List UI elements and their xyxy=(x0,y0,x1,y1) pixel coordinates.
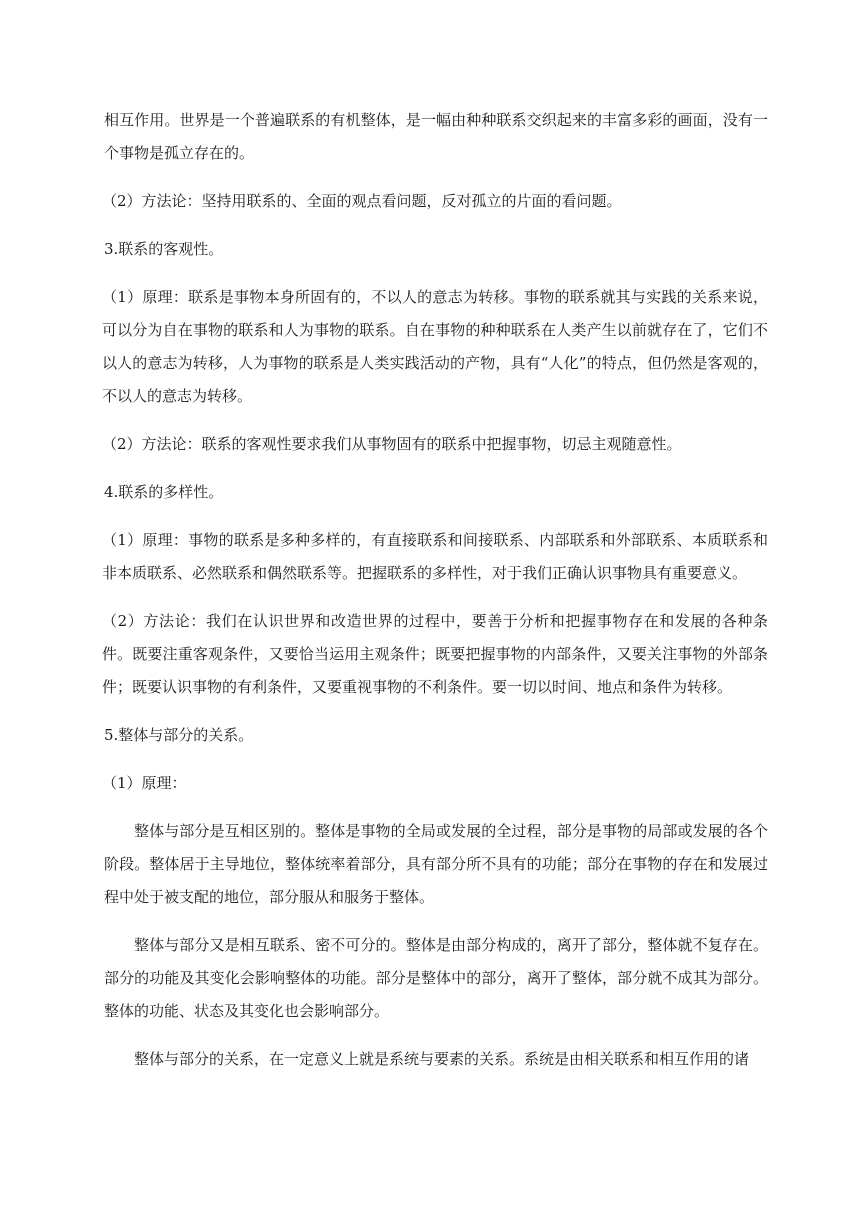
section-heading: 3.联系的客观性。 xyxy=(104,240,224,258)
body-paragraph: 相互作用。世界是一个普遍联系的有机整体，是一幅由种种联系交织起来的丰富多彩的画面，没有一个事物是孤立存在的。 xyxy=(104,111,768,162)
indented-paragraph: 整体与部分又是相互联系、密不可分的。整体是由部分构成的，离开了部分，整体就不复存在。部分的功能及其变化会影响整体的功能。部分是整体中的部分，离开了整体，部分就不成其为部分。整体的功能、状态及其变化也会影响部分。 xyxy=(104,936,768,1020)
indented-paragraph: 整体与部分是互相区别的。整体是事物的全局或发展的全过程，部分是事物的局部或发展的各个阶段。整体居于主导地位，整体统率着部分，具有部分所不具有的功能；部分在事物的存在和发展过程中处于被支配的地位，部分服从和服务于整体。 xyxy=(104,822,768,906)
indented-paragraph: 整体与部分的关系，在一定意义上就是系统与要素的关系。系统是由相关联系和相互作用的诸 xyxy=(134,1050,750,1068)
methodology-paragraph: （2）方法论：联系的客观性要求我们从事物固有的联系中把握事物，切忌主观随意性。 xyxy=(102,435,682,453)
methodology-paragraph: （2）方法论：坚持用联系的、全面的观点看问题，反对孤立的片面的看问题。 xyxy=(102,192,622,210)
section-heading: 4.联系的多样性。 xyxy=(104,483,224,501)
principle-paragraph: （1）原理：事物的联系是多种多样的，有直接联系和间接联系、内部联系和外部联系、本质联系和非本质联系、必然联系和偶然联系等。把握联系的多样性，对于我们正确认识事物具有重要意义。 xyxy=(102,531,768,582)
section-heading: 5.整体与部分的关系。 xyxy=(104,726,254,744)
document-page xyxy=(104,104,768,1091)
principle-label: （1）原理： xyxy=(102,774,187,792)
methodology-paragraph: （2）方法论：我们在认识世界和改造世界的过程中，要善于分析和把握事物存在和发展的各种条件。既要注重客观条件，又要恰当运用主观条件；既要把握事物的内部条件，又要关注事物的外部条件；既要认识事物的有利条件，又要重视事物的不利条件。要一切以时间、地点和条件为转移。 xyxy=(102,612,768,696)
principle-paragraph: （1）原理：联系是事物本身所固有的，不以人的意志为转移。事物的联系就其与实践的关系来说，可以分为自在事物的联系和人为事物的联系。自在事物的种种联系在人类产生以前就存在了，它们不以人的意志为转移，人为事物的联系是人类实践活动的产物，具有“人化”的特点，但仍然是客观的，不以人的意志为转移。 xyxy=(102,288,768,405)
